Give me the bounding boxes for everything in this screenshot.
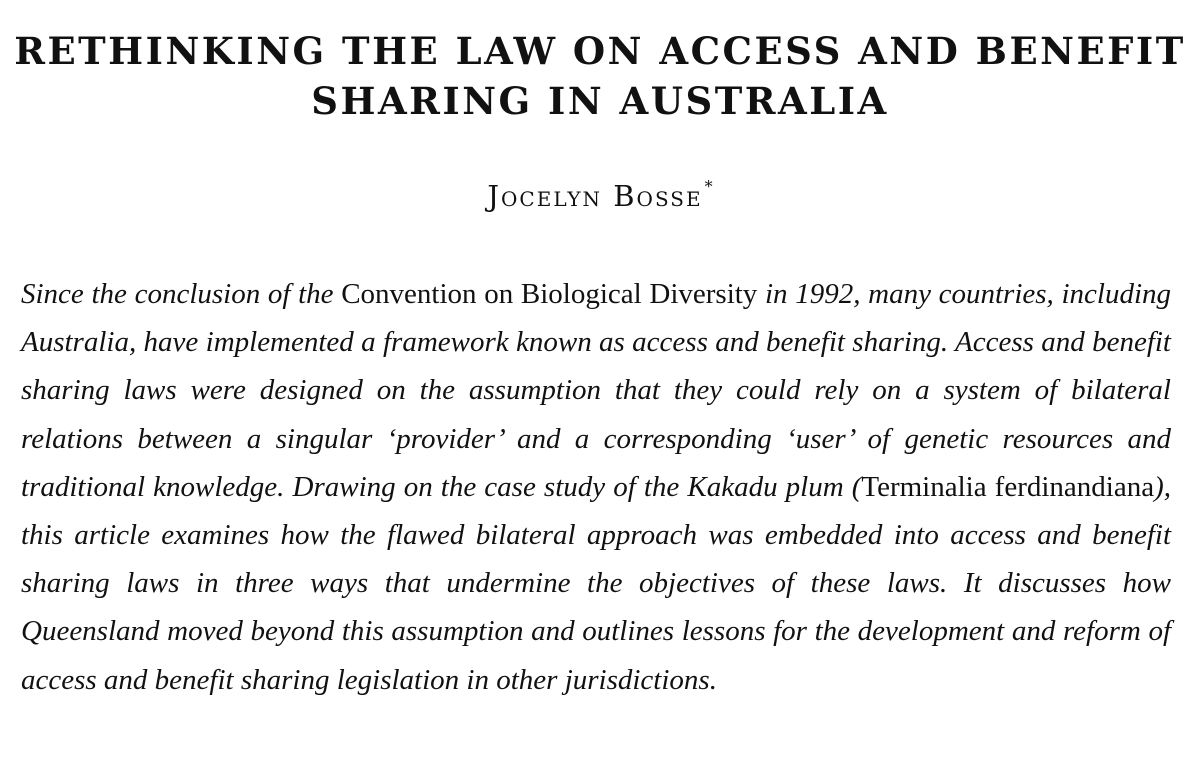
convention-name: Convention on Biological Diversity (341, 278, 758, 310)
abstract-segment: ), this article examines how the flawed bilateral approach was embedded into access and benefit sharing laws in three ways that undermine the objectives of these laws. It discusses how Queensland moved beyond this assumption and outlines lessons for the development and reform of access and benefit sharing legislation in other jurisdictions. (21, 470, 1171, 696)
article-title: RETHINKING THE LAW ON ACCESS AND BENEFIT SHARING IN AUSTRALIA (14, 29, 1186, 123)
author-footnote-mark: * (704, 177, 713, 196)
abstract-paragraph (21, 270, 1171, 704)
abstract-segment: Since the conclusion of the (21, 278, 342, 310)
author-line (0, 176, 1200, 216)
abstract-segment: in 1992, many countries, including Australia, have implemented a framework known as access and benefit sharing. Access and benefit sharing laws were designed on the assumption that they could rely on a system of bilateral relations between a singular ‘provider’ and a corresponding ‘user’ of genetic resources and traditional knowledge. Drawing on the case study of the Kakadu plum ( (21, 278, 1172, 503)
author-name: Jocelyn Bosse (487, 179, 703, 213)
species-name: Terminalia ferdinandiana (861, 470, 1155, 503)
